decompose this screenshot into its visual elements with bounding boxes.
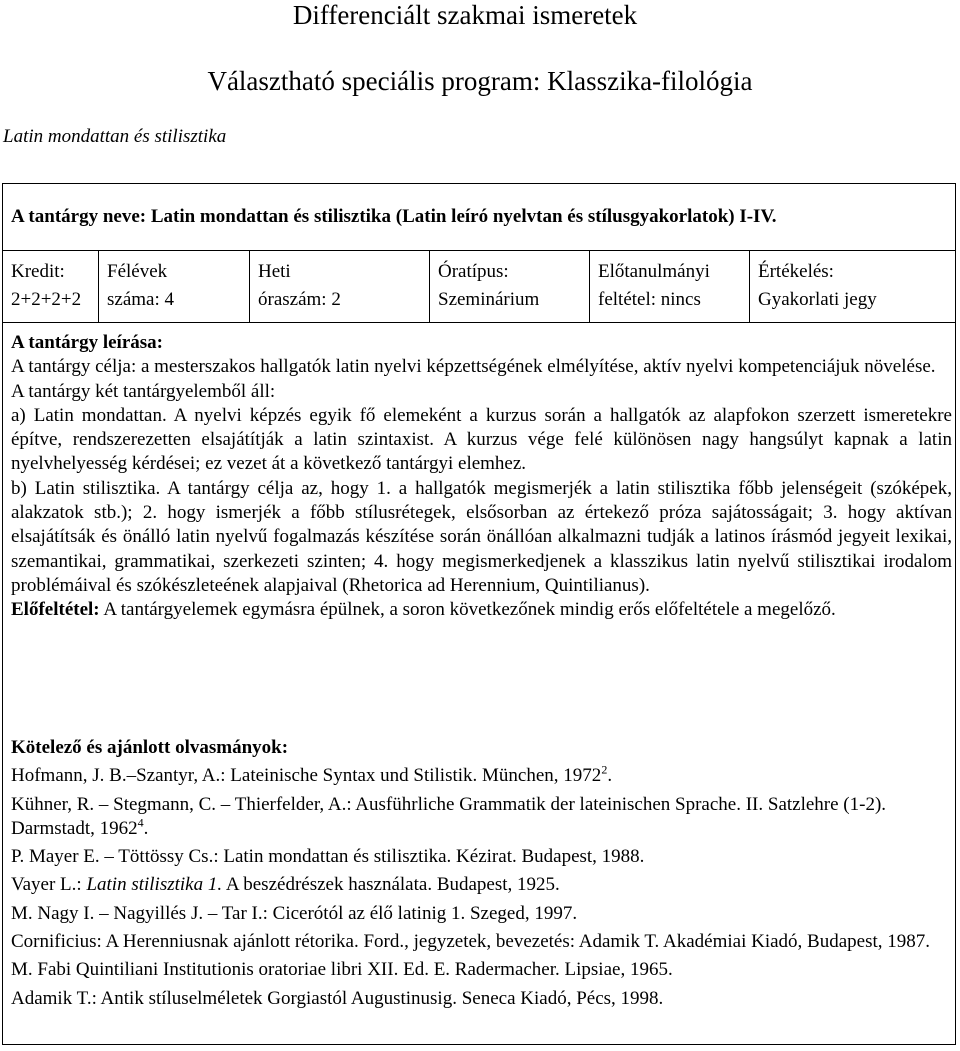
course-table xyxy=(2,183,956,1045)
reading-end: . xyxy=(143,817,149,839)
reading-end: . xyxy=(607,765,613,787)
reading-text: Kühner, R. – Stegmann, C. – Thierfelder, A.: Ausführliche Grammatik der lateinischen Sprache. II. Satzlehre (1-2). Darmstadt, 1962 xyxy=(11,793,887,839)
reading-item: M. Fabi Quintiliani Institutionis oratoriae libri XII. Ed. E. Radermacher. Lipsiae, 1965. xyxy=(11,959,673,981)
description-elements-intro: A tantárgy két tantárgyelemből áll: xyxy=(11,380,276,402)
page-subtitle: Választható speciális program: Klasszika-filológia xyxy=(207,66,753,96)
oratipus-cell xyxy=(429,250,589,322)
description-part-a: a) Latin mondattan. A nyelvi képzés egyik fő elemeként a kurzus során a hallgatók az alapfokon szerzett ismeretekre építve, rendszerezetten elsajátítják a latin szintaxist. A kurzus vége felé különösen nagy hangsúlyt kapnak a latin nyelvhelyesség kérdései; ez vezet át a következő tantárgyi elemhez. xyxy=(11,404,952,475)
elotanulmanyi-cell xyxy=(589,250,749,322)
description-prerequisite xyxy=(11,598,952,622)
kredit-cell xyxy=(3,250,98,322)
course-description xyxy=(11,323,952,623)
reading-title: Latin stilisztika 1. xyxy=(86,874,223,896)
reading-author: Vayer L.: xyxy=(11,874,87,896)
kredit-value: 2+2+2+2 xyxy=(11,289,82,310)
description-part-b: b) Latin stilisztika. A tantárgy célja az, hogy 1. a hallgatók megismerjék a latin stilisztika főbb jelenségeit (szóképek, alakzatok stb.); 2. hogy ismerjék a főbb stílusrétegek, elsősorban az értekező próza sajátosságait; 3. hogy aktívan elsajátítsák és önálló latin nyelvű fogalmazás készítése során önállóan alkalmazni tudják a latinos írásmód jegyeit lexikai, szemantikai, grammatikai, szerkezeti szinten; 4. hogy megismerkedjenek a klasszikus latin nyelvű stilisztikai irodalom problémáival és szókészleteének alapjaival (Rhetorica ad Herennium, Quintilianus). xyxy=(11,477,952,596)
reading-item: Adamik T.: Antik stíluselméletek Gorgiastól Augustinusig. Seneca Kiadó, Pécs, 1998. xyxy=(11,987,664,1009)
page-title: Differenciált szakmai ismeretek xyxy=(292,0,638,30)
ertekeles-value: Gyakorlati jegy xyxy=(758,289,877,310)
ertekeles-cell xyxy=(749,250,957,322)
readings-list xyxy=(11,736,952,1011)
reading-item: P. Mayer E. – Töttössy Cs.: Latin mondattan és stilisztika. Kézirat. Budapest, 1988. xyxy=(11,846,645,868)
oratipus-label: Óratípus: xyxy=(438,261,509,282)
heti-value: óraszám: 2 xyxy=(258,289,341,310)
subject-title: Latin mondattan és stilisztika xyxy=(3,126,227,147)
heti-cell xyxy=(249,250,429,322)
heti-label: Heti xyxy=(258,261,291,282)
reading-item xyxy=(11,764,952,788)
reading-text: Hofmann, J. B.–Szantyr, A.: Lateinische Syntax und Stilistik. München, 1972 xyxy=(11,765,602,787)
felevek-cell xyxy=(98,250,249,322)
reading-item: Cornificius: A Herenniusnak ajánlott rétorika. Ford., jegyzetek, bevezetés: Adamik T. Akadémiai Kiadó, Budapest, 1987. xyxy=(11,931,930,953)
course-name-row xyxy=(3,184,955,251)
prerequisite-text: A tantárgyelemek egymásra épülnek, a soron következőnek mindig erős előfeltétele a megelőző. xyxy=(99,599,836,621)
elotanulmanyi-label: Előtanulmányi xyxy=(598,261,710,282)
reading-item: M. Nagy I. – Nagyillés J. – Tar I.: Cicerótól az élő latinig 1. Szeged, 1997. xyxy=(11,902,578,924)
ertekeles-label: Értékelés: xyxy=(758,261,834,282)
description-heading: A tantárgy leírása: xyxy=(11,332,163,353)
reading-edition: 2 xyxy=(601,762,608,777)
felevek-label: Félévek xyxy=(107,261,168,282)
kredit-label: Kredit: xyxy=(11,261,65,282)
course-info-row xyxy=(3,250,955,323)
reading-edition: 4 xyxy=(137,815,144,830)
reading-text: A beszédrészek használata. Budapest, 1925. xyxy=(222,874,560,896)
reading-item xyxy=(11,873,952,897)
felevek-value: száma: 4 xyxy=(107,289,175,310)
description-goal: A tantárgy célja: a mesterszakos hallgatók latin nyelvi képzettségének elmélyítése, aktív nyelvi kompetenciájuk növelése. xyxy=(11,356,936,378)
oratipus-value: Szeminárium xyxy=(438,289,540,310)
course-name: A tantárgy neve: Latin mondattan és stilisztika (Latin leíró nyelvtan és stílusgyakorlatok) I-IV. xyxy=(11,206,777,227)
elotanulmanyi-value: feltétel: nincs xyxy=(598,289,701,310)
prerequisite-label: Előfeltétel: xyxy=(11,599,100,621)
readings-heading: Kötelező és ajánlott olvasmányok: xyxy=(11,737,289,758)
reading-item xyxy=(11,793,952,842)
